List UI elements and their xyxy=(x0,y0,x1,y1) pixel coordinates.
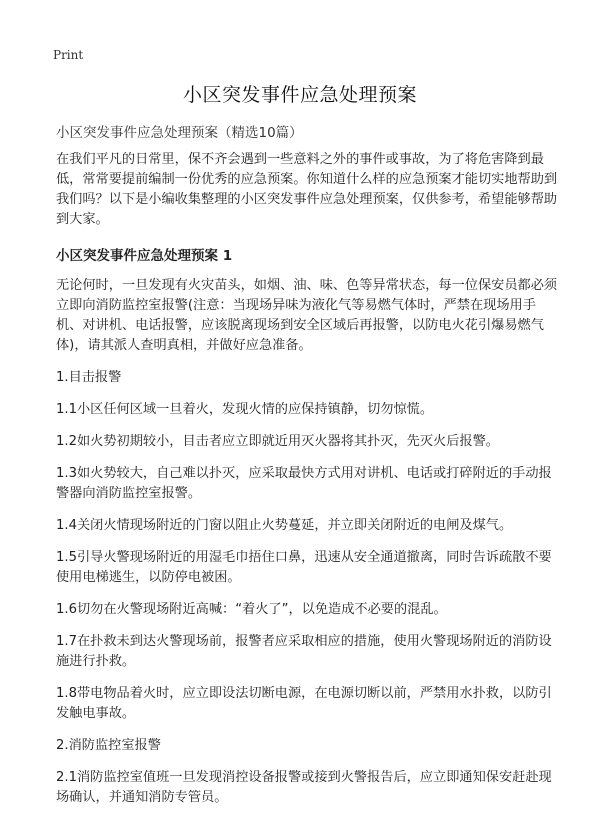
paragraph: 2.消防监控室报警 xyxy=(56,738,161,753)
paragraph: 1.6切勿在火警现场附近高喊：“着火了”，以免造成不必要的混乱。 xyxy=(56,602,447,617)
page-title: 小区突发事件应急处理预案 xyxy=(182,84,417,106)
paragraph: 1.8带电物品着火时，应立即设法切断电源，在电源切断以前，严禁用水扑救，以防引发触电事故。 xyxy=(56,686,552,721)
print-label[interactable]: Print xyxy=(53,48,84,62)
paragraph: 1.7在扑救未到达火警现场前，报警者应采取相应的措施，使用火警现场附近的消防设施进行扑救。 xyxy=(56,634,552,669)
document-subtitle: 小区突发事件应急处理预案（精选10篇） xyxy=(56,125,303,141)
paragraph: 1.4关闭火情现场附近的门窗以阻止火势蔓延，并立即关闭附近的电闸及煤气。 xyxy=(56,518,513,533)
paragraph: 1.2如火势初期较小，目击者应立即就近用灭火器将其扑灭，先灭火后报警。 xyxy=(56,434,499,449)
intro-paragraph: 在我们平凡的日常里，保不齐会遇到一些意料之外的事件或事故，为了将危害降到最低，常常要提前编制一份优秀的应急预案。你知道什么样的应急预案才能切实地帮助到我们吗？以下是小编收集整理的小区突发事件应急处理预案，仅供参考，希望能够帮助到大家。 xyxy=(56,152,558,227)
section-heading: 小区突发事件应急处理预案 1 xyxy=(56,248,233,264)
paragraph: 1.5引导火警现场附近的用湿毛巾捂住口鼻，迅速从安全通道撤离，同时告诉疏散不要使用电梯逃生，以防停电被困。 xyxy=(56,550,552,585)
paragraph: 1.目击报警 xyxy=(56,370,122,385)
paragraph: 无论何时，一旦发现有火灾苗头，如烟、油、味、色等异常状态，每一位保安员都必须立即向消防监控室报警(注意：当现场异味为液化气等易燃气体时，严禁在现场用手机、对讲机、电话报警，应该脱离现场到安全区域后再报警，以防电火花引爆易燃气体)，请其派人查明真相，并做好应急准备。 xyxy=(56,278,558,353)
paragraph: 1.3如火势较大，自己难以扑灭，应采取最快方式用对讲机、电话或打碎附近的手动报警器向消防监控室报警。 xyxy=(56,466,552,501)
document-body xyxy=(56,150,560,820)
paragraph: 2.1消防监控室值班一旦发现消控设备报警或接到火警报告后，应立即通知保安赶赴现场确认，并通知消防专管员。 xyxy=(56,770,552,805)
paragraph: 1.1小区任何区域一旦着火，发现火情的应保持镇静，切勿惊慌。 xyxy=(56,402,434,417)
